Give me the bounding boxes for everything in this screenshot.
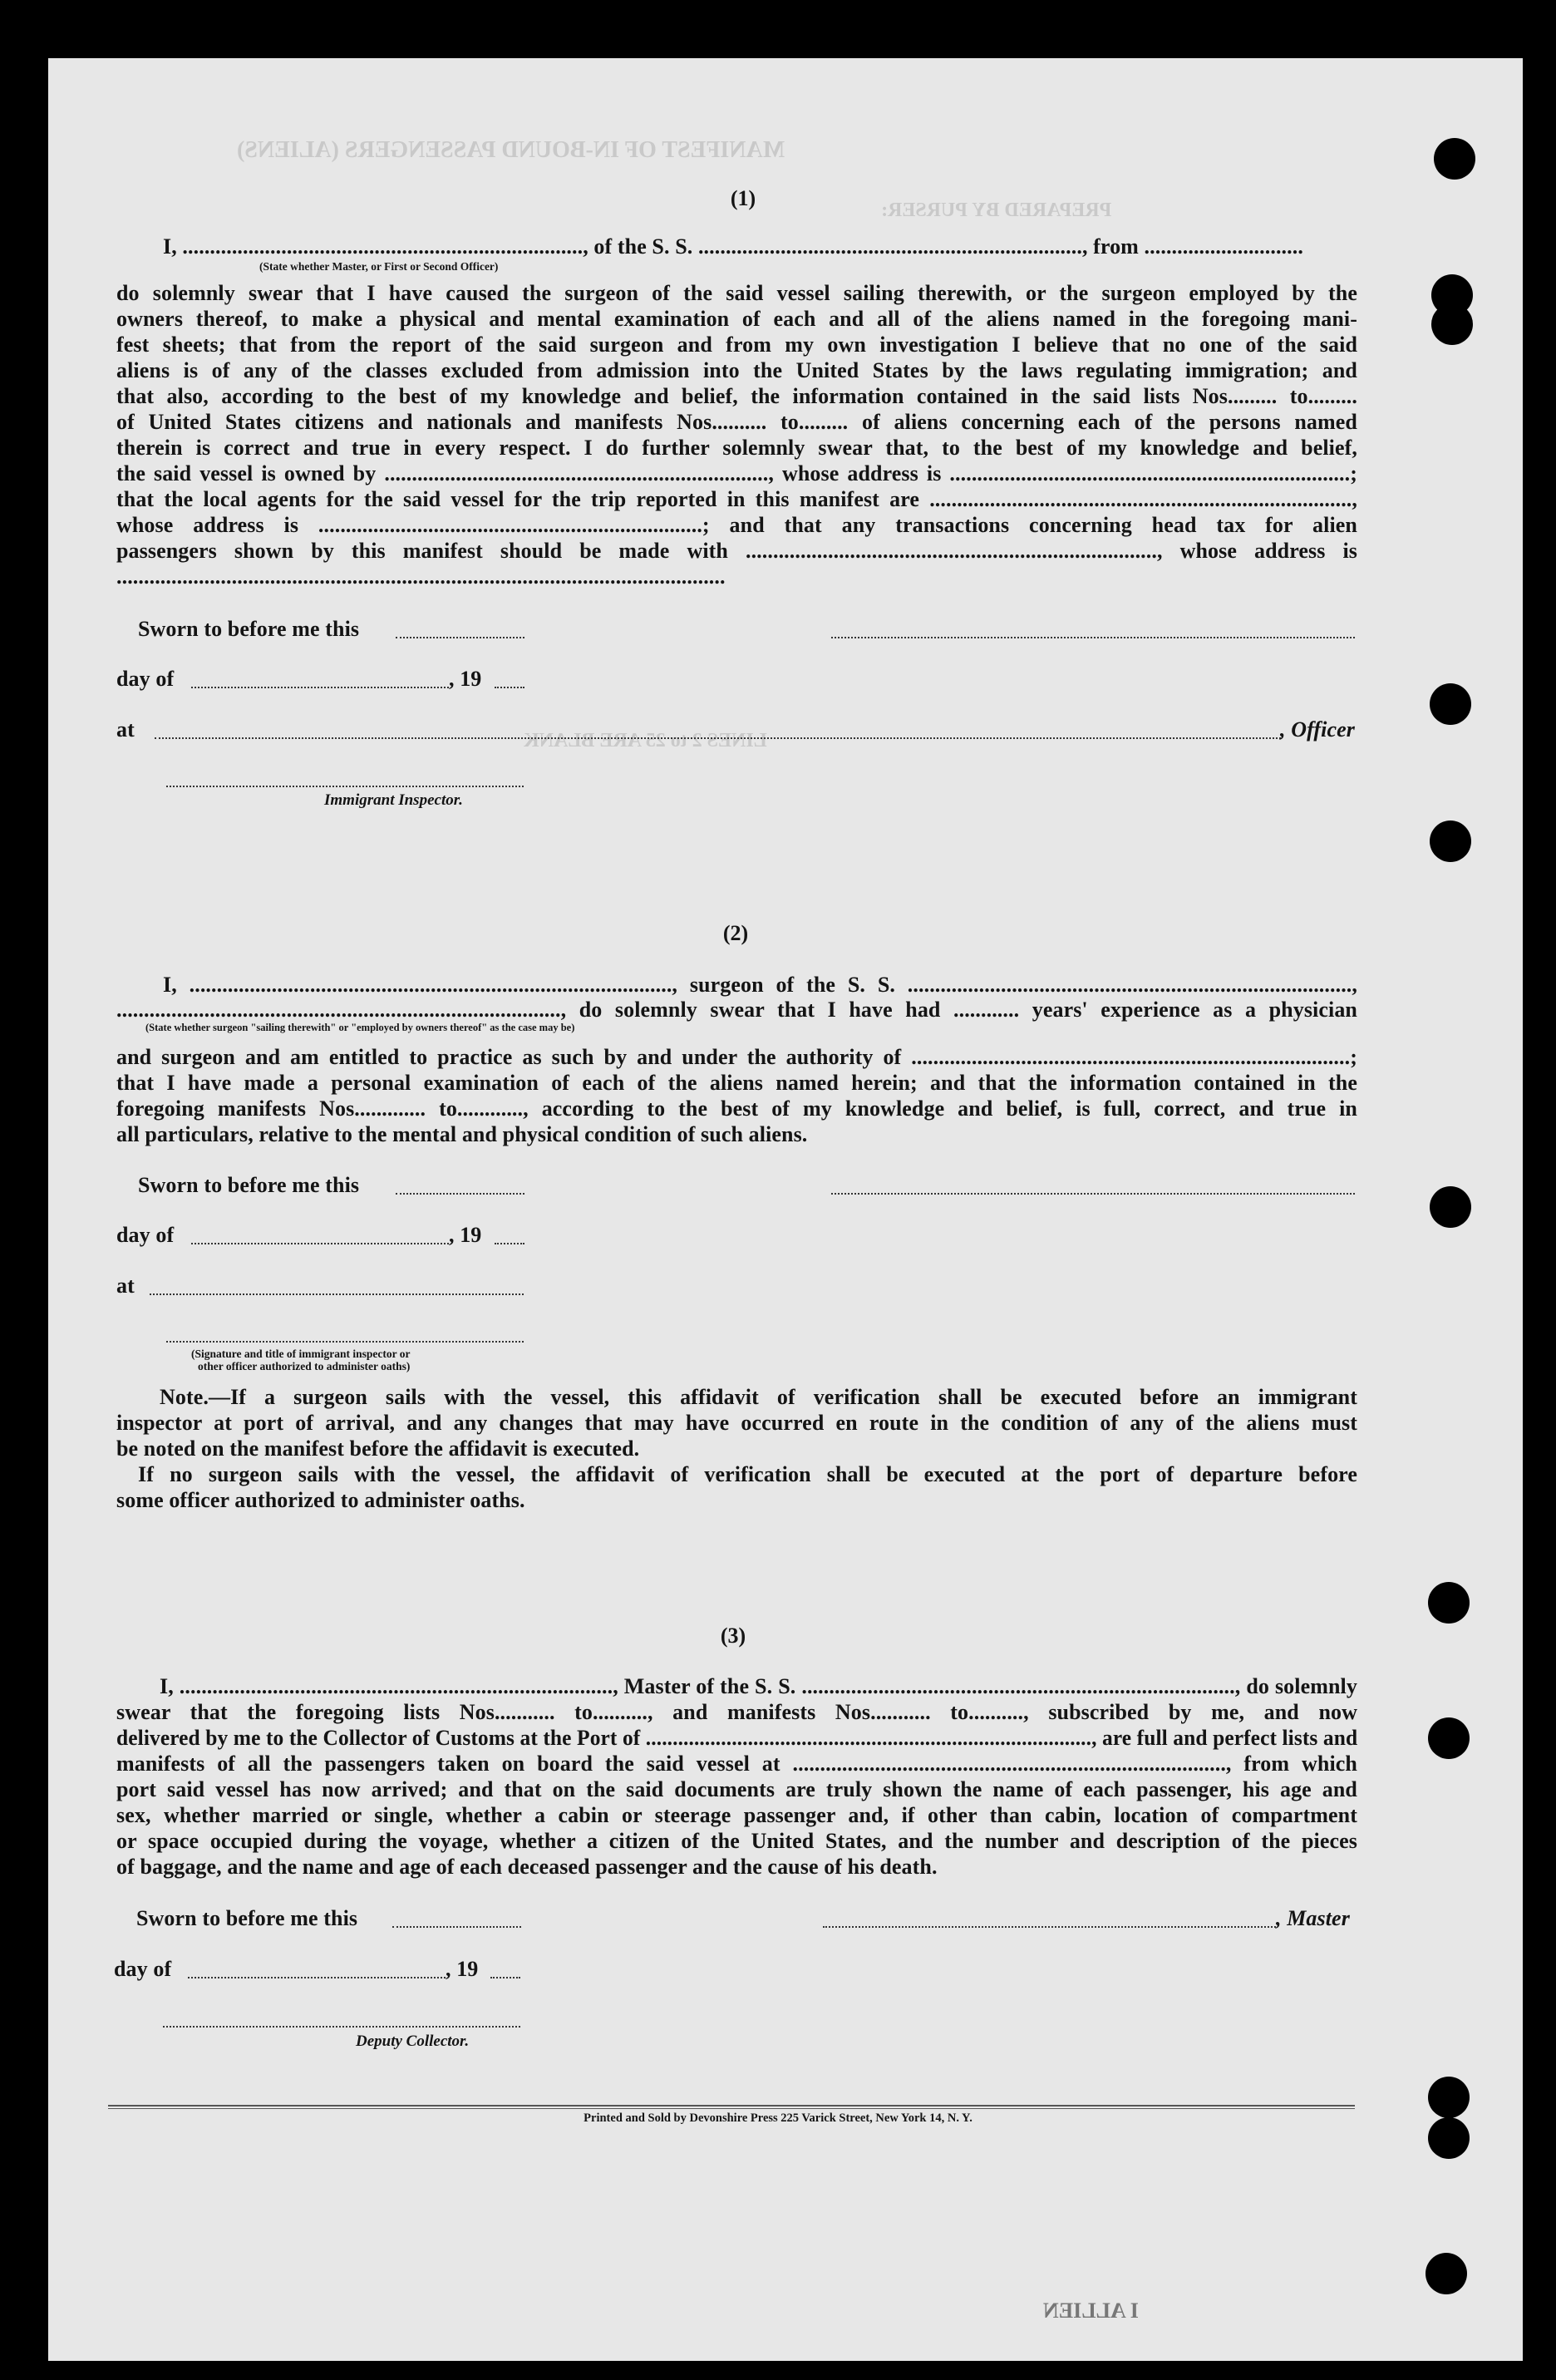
section-1-inspector: Immigrant Inspector. (324, 791, 463, 809)
section-3-master: , Master (1276, 1906, 1350, 1930)
section-2-line: and surgeon and am entitled to practice as such by and under the authority of ................................................................................; (116, 1045, 1357, 1069)
footer-rule (108, 2108, 1355, 2109)
section-3-line: manifests of all the passengers taken on board the said vessel at ..............................................................................., from which (116, 1752, 1357, 1776)
section-1-line: of United States citizens and nationals and manifests Nos.......... to......... of aliens concerning each of the persons named (116, 410, 1357, 434)
section-1-line: do solemnly swear that I have caused the surgeon of the said vessel sailing therewith, or the surgeon employed by the (116, 281, 1357, 305)
section-1-officer: , Officer (1280, 717, 1355, 742)
bleed-through-bottom: I ALLIEN (1043, 2299, 1139, 2323)
section-3-line: of baggage, and the name and age of each deceased passenger and the cause of his death. (116, 1855, 938, 1879)
section-1-year: , 19 (449, 667, 482, 691)
inspector-signature-blank (166, 786, 524, 787)
at-blank (155, 737, 1281, 739)
section-2-line: foregoing manifests Nos............. to............, according to the best of my knowledge and belief, is full, correct, and true in (116, 1096, 1357, 1121)
section-2-sworn: Sworn to before me this (138, 1173, 360, 1197)
punch-hole (1431, 303, 1473, 345)
section-3-line: I, ..............................................................................., Master of the S. S. ..............................................................................., do solemnly (160, 1674, 1357, 1698)
section-1-line: passengers shown by this manifest should be made with ..........................................................................., whose address is (116, 539, 1357, 563)
section-2-note: some officer authorized to administer oaths. (116, 1488, 525, 1512)
day-blank (188, 1977, 446, 1978)
section-1-line: I, ........................................................................., of the S. S. ......................................................................, from ............................. (163, 234, 1303, 259)
officer-signature-blank (166, 1341, 524, 1343)
section-3-line: delivered by me to the Collector of Customs at the Port of ..................................................................................., are full and perfect lists and (116, 1726, 1358, 1750)
master-signature-blank (823, 1926, 1276, 1928)
section-2-heading: (2) (722, 921, 749, 945)
sworn-date-blank (396, 1193, 524, 1195)
footer-rule (108, 2105, 1355, 2107)
punch-hole (1430, 1186, 1471, 1228)
year-blank (495, 687, 524, 688)
section-1-line: the said vessel is owned by ......................................................................, whose address is .........................................................................; (116, 461, 1357, 485)
section-1-line: owners thereof, to make a physical and mental examination of each and all of the aliens named in the foregoing mani- (116, 307, 1357, 331)
section-2-day-of: day of (116, 1223, 175, 1247)
punch-hole (1430, 820, 1471, 862)
year-blank (495, 1243, 524, 1244)
section-3-heading: (3) (720, 1624, 746, 1648)
section-2-year: , 19 (449, 1223, 482, 1247)
punch-hole (1428, 1582, 1470, 1624)
day-blank (191, 1243, 449, 1244)
section-2-note: Note.—If a surgeon sails with the vessel, this affidavit of verification shall be executed before an immigrant (160, 1385, 1357, 1409)
section-1-line: that the local agents for the said vessel for the trip reported in this manifest are ............................................................................., (116, 487, 1357, 511)
section-2-at: at (116, 1274, 135, 1298)
bleed-through-purser: PREPARED BY PURSER: (881, 200, 1112, 221)
at-blank (150, 1293, 524, 1295)
section-1-sworn: Sworn to before me this (138, 617, 360, 641)
year-blank (490, 1977, 520, 1978)
day-blank (191, 687, 449, 688)
section-2-line: I, ........................................................................................, surgeon of the S. S. ................................................................................., (163, 973, 1357, 997)
section-2-note: be noted on the manifest before the affidavit is executed. (116, 1436, 640, 1461)
section-3-line: or space occupied during the voyage, whether a citizen of the United States, and the number and description of the pieces (116, 1829, 1357, 1853)
section-1-line: fest sheets; that from the report of the said surgeon and from my own investigation I believe that no one of the said (116, 333, 1357, 357)
section-1-line: therein is correct and true in every respect. I do further solemnly swear that, to the best of my knowledge and belief, (116, 436, 1357, 460)
section-3-day-of: day of (114, 1957, 172, 1981)
section-3-collector: Deputy Collector. (356, 2033, 470, 2050)
section-3-line: sex, whether married or single, whether a cabin or steerage passenger and, if other than cabin, location of compartment (116, 1803, 1357, 1827)
section-3-line: swear that the foregoing lists Nos........... to.........., and manifests Nos........... to.........., subscribed by me, and now (116, 1700, 1357, 1724)
printer-imprint: Printed and Sold by Devonshire Press 225 Varick Street, New York 14, N. Y. (584, 2111, 972, 2125)
section-1-line: aliens is of any of the classes excluded from admission into the United States by the laws regulating immigration; and (116, 358, 1357, 382)
section-3-sworn: Sworn to before me this (136, 1906, 358, 1930)
section-3-line: port said vessel has now arrived; and that on the said documents are truly shown the name of each passenger, his age and (116, 1777, 1357, 1801)
section-2-note: inspector at port of arrival, and any changes that may have occurred en route in the condition of any of the aliens must (116, 1411, 1357, 1435)
section-1-line: that also, according to the best of my knowledge and belief, the information contained in the said lists Nos......... to......... (116, 384, 1357, 408)
punch-hole (1434, 138, 1475, 180)
surgeon-signature-blank (831, 1193, 1355, 1195)
section-2-line: all particulars, relative to the mental and physical condition of such aliens. (116, 1122, 808, 1146)
section-2-state-note: (State whether surgeon "sailing therewith" or "employed by owners thereof" as the case may be) (145, 1022, 575, 1033)
sworn-date-blank (392, 1926, 521, 1928)
sworn-date-blank (396, 637, 524, 638)
section-2-line: ................................................................................., do solemnly swear that I have had ............ years' experience as a physician (116, 998, 1357, 1022)
bleed-through-title: MANIFEST OF IN-BOUND PASSENGERS (ALIENS) (237, 137, 785, 163)
punch-hole (1428, 1717, 1470, 1759)
collector-signature-blank (163, 2026, 520, 2028)
section-1-state-note: (State whether Master, or First or Second Officer) (259, 260, 499, 273)
master-signature-blank (831, 637, 1355, 638)
section-1-at: at (116, 717, 135, 742)
section-2-sig-note: other officer authorized to administer oaths) (198, 1360, 411, 1372)
section-2-sig-note: (Signature and title of immigrant inspector or (191, 1348, 411, 1360)
bleed-through-lines: LINES 2 to 25 ARE BLANK (524, 730, 767, 751)
section-1-line: ............................................................................................................... (116, 564, 726, 589)
section-2-note: If no surgeon sails with the vessel, the affidavit of verification shall be executed at the port of departure before (138, 1462, 1357, 1486)
section-3-year: , 19 (446, 1957, 479, 1981)
section-2-line: that I have made a personal examination of each of the aliens named herein; and that the information contained in the (116, 1071, 1357, 1095)
section-1-line: whose address is ......................................................................; and that any transactions concerning head tax for alien (116, 513, 1357, 537)
section-1-heading: (1) (730, 186, 756, 210)
punch-hole (1430, 683, 1471, 725)
section-1-day-of: day of (116, 667, 175, 691)
punch-hole (1426, 2253, 1467, 2294)
